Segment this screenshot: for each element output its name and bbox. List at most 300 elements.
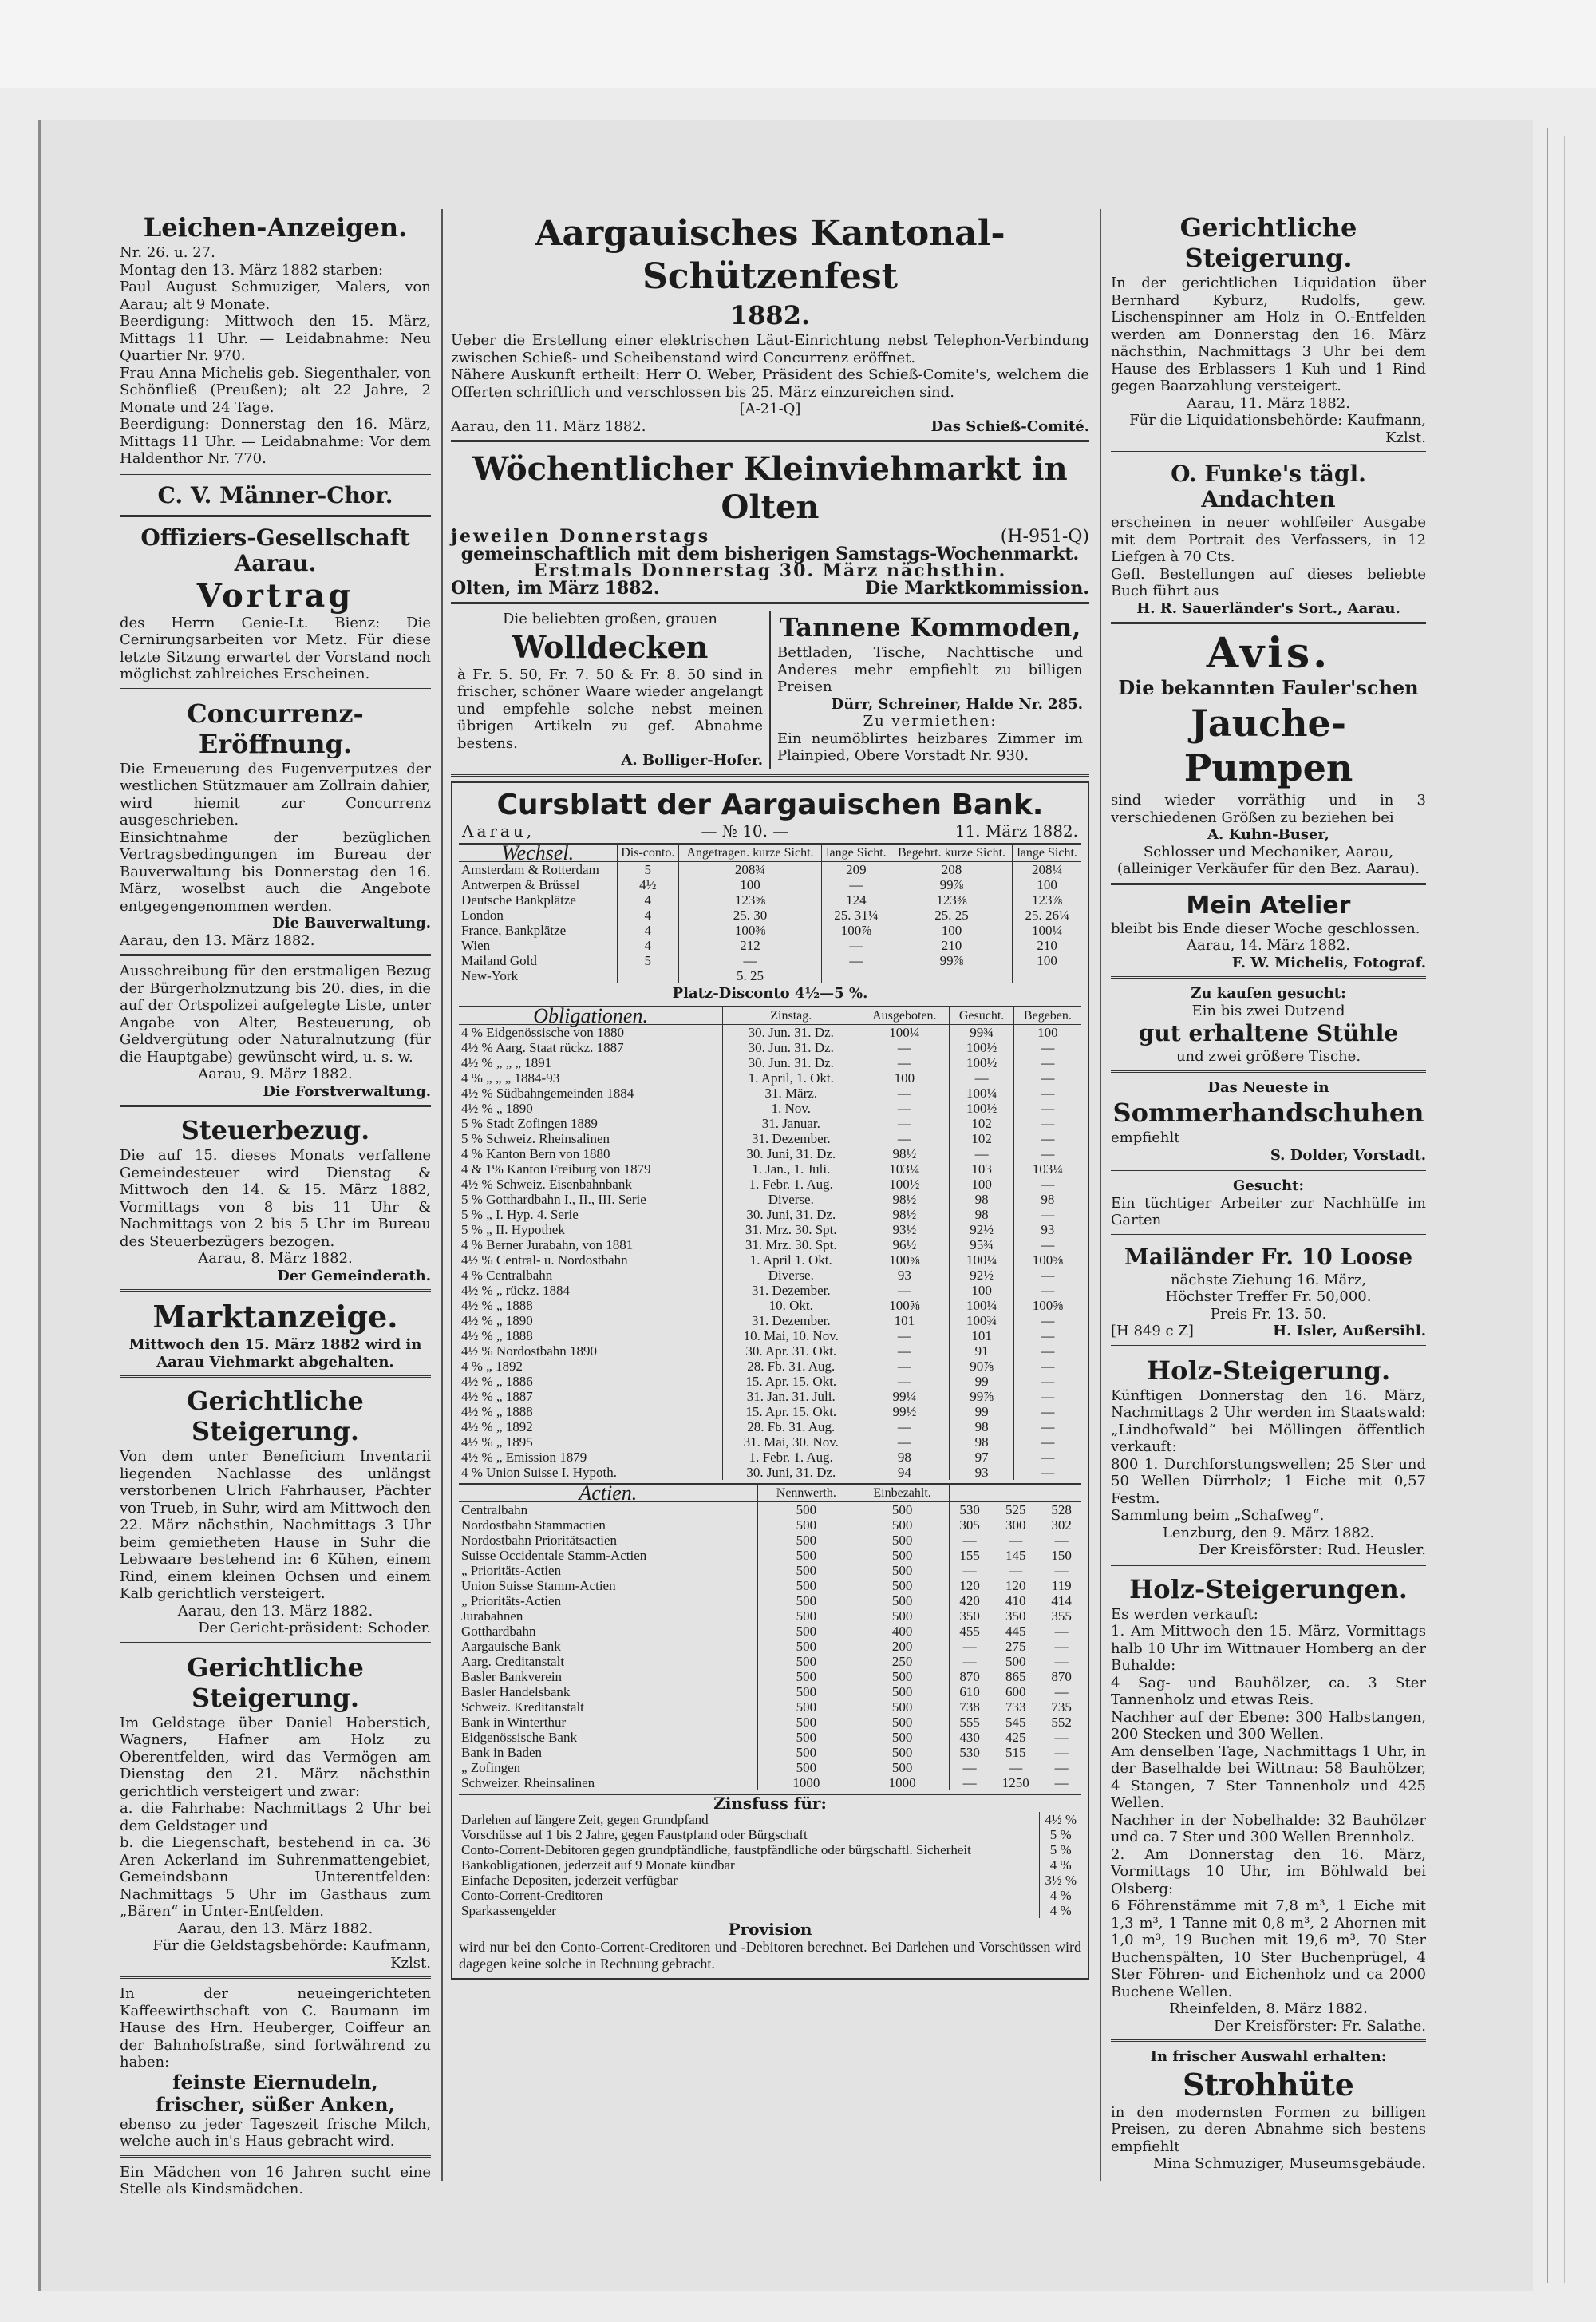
table-row (459, 1434, 1081, 1450)
table-cell: 600 (990, 1684, 1041, 1699)
ad-title: O. Funke's tägl. Andachten (1171, 461, 1366, 512)
table-cell: 525 (990, 1501, 1041, 1517)
table-row (459, 1359, 1081, 1374)
table-cell: 103¼ (859, 1161, 950, 1177)
table-cell: 5 % Stadt Zofingen 1889 (461, 1115, 598, 1131)
table-cell: 30. Juni, 31. Dz. (723, 1465, 859, 1480)
ad-title: Mailänder Fr. 10 Loose (1124, 1243, 1413, 1270)
table-cell: 31. Mrz. 30. Spt. (723, 1222, 859, 1237)
table-cell: 30. Jun. 31. Dz. (723, 1040, 859, 1055)
table-cell: 300 (990, 1517, 1041, 1533)
table-cell: 500 (757, 1517, 855, 1533)
table-cell: Suisse Occidentale Stamm-Actien (461, 1547, 647, 1563)
table-cell: Nordostbahn Prioritätsactien (461, 1532, 617, 1548)
table-cell: 100 (950, 1177, 1014, 1192)
table-cell: 100 (679, 877, 822, 892)
table-row (459, 892, 1081, 908)
table-cell: — (1013, 1343, 1081, 1359)
table-cell: 210 (891, 938, 1013, 953)
table-row (459, 1298, 1081, 1313)
table-cell: 4½ % „ Emission 1879 (461, 1449, 587, 1465)
table-cell: 100⅝ (1013, 1298, 1081, 1313)
table-cell: 93 (859, 1268, 950, 1283)
table-cell: 735 (1041, 1699, 1081, 1715)
table-cell: 500 (855, 1608, 950, 1624)
table-row (459, 1730, 1081, 1745)
ad-gericht-2 (120, 1649, 431, 1980)
table-cell: 10. Mai, 10. Nov. (723, 1328, 859, 1343)
table-cell: 500 (855, 1533, 950, 1548)
ad-code: [H 849 c Z] (1111, 1323, 1194, 1339)
table-cell: 28. Fb. 31. Aug. (723, 1419, 859, 1434)
table-cell: 1. April 1. Okt. (723, 1252, 859, 1268)
table-cell (617, 968, 678, 983)
table-cell: — (1013, 1101, 1081, 1116)
table-cell: 4½ % „ 1890 (461, 1312, 533, 1328)
table-cell: 4½ % Südbahngemeinden 1884 (461, 1085, 634, 1101)
table-cell: 101 (950, 1328, 1014, 1343)
table-cell: 414 (1041, 1593, 1081, 1608)
table-cell: — (1013, 1131, 1081, 1146)
ad-title: Wolldecken (512, 628, 709, 665)
column-header: Begehrt. kurze Sicht. (891, 845, 1013, 862)
table-cell: — (990, 1533, 1041, 1548)
table-cell: 500 (855, 1517, 950, 1533)
table-row (459, 1608, 1081, 1624)
page-edge-inner (1564, 136, 1565, 2283)
table-cell: — (990, 1563, 1041, 1578)
table-cell: — (1013, 1313, 1081, 1328)
table-cell: 5 (617, 862, 678, 878)
bank-place: Aarau, (462, 821, 535, 841)
table-cell: 4 % (1040, 1857, 1081, 1873)
table-row (459, 968, 1081, 983)
table-cell: 420 (950, 1593, 990, 1608)
table-cell: Bankobligationen, jederzeit auf 9 Monate kündbar (461, 1857, 735, 1873)
table-row (459, 1192, 1081, 1207)
ad-signature-2: Schlosser und Mechaniker, Aarau, (alleiniger Verkäufer für den Bez. Aarau). (1116, 843, 1420, 877)
table-row (459, 1055, 1081, 1070)
table-cell (891, 968, 1013, 983)
table-row (459, 1684, 1081, 1699)
table-cell: Aargauische Bank (461, 1638, 561, 1654)
table-cell: Bank in Baden (461, 1744, 543, 1760)
table-cell: Wien (461, 938, 491, 953)
table-cell: — (950, 1146, 1014, 1161)
table-cell: 100⅝ (859, 1252, 950, 1268)
table-cell: 100½ (950, 1055, 1014, 1070)
table-cell: 4½ % Aarg. Staat rückz. 1887 (461, 1039, 624, 1055)
table-cell: 500 (757, 1563, 855, 1578)
ad-line: gemeinschaftlich mit dem bisherigen Samstags-Wochenmarkt. (460, 543, 1080, 564)
ad-signature: Mina Schmuziger, Museumsgebäude. (1152, 2155, 1426, 2172)
table-cell: 99⅞ (891, 953, 1013, 968)
ad-body: und zwei größere Tische. (1175, 1048, 1361, 1065)
ad-title: Strohhüte (1183, 2066, 1354, 2102)
ad-funke (1111, 458, 1426, 624)
table-cell: Union Suisse Stamm-Actien (461, 1577, 616, 1593)
ad-row-wolldecken-kommoden (451, 609, 1089, 777)
table-cell: — (990, 1760, 1041, 1775)
table-cell: — (1041, 1760, 1081, 1775)
table-cell: — (1041, 1730, 1081, 1745)
table-row (459, 1116, 1081, 1131)
table-cell: New-York (461, 968, 518, 983)
ad-gericht-1 (120, 1383, 431, 1644)
ad-sub: Die bekannten Fauler'schen (1118, 676, 1419, 699)
table-cell: 500 (855, 1563, 950, 1578)
ad-signature: Die Bauverwaltung. (272, 915, 431, 932)
table-cell: 500 (757, 1699, 855, 1715)
ad-signature: H. Isler, Außersihl. (1273, 1323, 1426, 1339)
ad-date: Aarau, den 13. März 1882. (177, 1602, 373, 1620)
table-row (459, 1578, 1081, 1593)
table-row (459, 1177, 1081, 1192)
table-cell: 250 (855, 1654, 950, 1669)
table-cell: — (1013, 1207, 1081, 1222)
table-row (459, 1842, 1081, 1857)
table-cell: 119 (1041, 1578, 1081, 1593)
table-row (459, 1222, 1081, 1237)
ad-date: Lenzburg, den 9. März 1882. (1162, 1524, 1375, 1541)
table-cell: 100¼ (950, 1086, 1014, 1101)
table-row (459, 1873, 1081, 1888)
table-cell: 98 (950, 1192, 1014, 1207)
table-row (459, 1419, 1081, 1434)
ad-signature: Die Forstverwaltung. (263, 1082, 431, 1100)
ad-pre: Das Neueste in (1207, 1078, 1329, 1096)
table-row (459, 1404, 1081, 1419)
ad-title: Gerichtliche Steigerung. (1179, 212, 1357, 273)
table-cell: 96½ (859, 1237, 950, 1252)
table-cell: 155 (950, 1548, 990, 1563)
ad-title: Gerichtliche Steigerung. (187, 1386, 364, 1446)
table-cell: 25. 30 (679, 908, 822, 923)
ad-body: Ueber die Erstellung einer elektrischen Läut-Einrichtung nebst Telephon-Verbindung zwischen Schieß- und Scheibenstand wird Concurrenz eröffnet. Nähere Auskunft ertheilt: Herr O. Weber, Präsident des Schieß-Comite's, welchem die Offerten schriftlich und verschlossen bis 25. März einzureichen sind. (451, 332, 1089, 401)
ad-place: Olten, im März 1882. (451, 577, 660, 599)
table-cell: — (1013, 1389, 1081, 1404)
table-cell: 31. Jan. 31. Juli. (723, 1389, 859, 1404)
ad-kaffee (120, 1984, 431, 2158)
table-cell: 4 % Centralbahn (461, 1267, 553, 1283)
table-cell: 400 (855, 1624, 950, 1639)
bank-title: Cursblatt der Aargauischen Bank. (496, 788, 1044, 821)
ad-line: jeweilen Donnerstags (451, 526, 711, 547)
table-cell: 25. 26¼ (1013, 908, 1081, 923)
table-cell: — (1041, 1563, 1081, 1578)
table-row (459, 1563, 1081, 1578)
table-cell: — (859, 1040, 950, 1055)
table-cell: 865 (990, 1669, 1041, 1684)
ad-atelier (1111, 890, 1426, 979)
table-cell: Conto-Corrent-Creditoren (461, 1888, 603, 1903)
table-cell: Nordostbahn Stammactien (461, 1517, 606, 1533)
table-cell: — (859, 1359, 950, 1374)
ad-signature: Der Gemeinderath. (277, 1267, 431, 1284)
table-cell: 500 (757, 1608, 855, 1624)
table-cell: — (1013, 1404, 1081, 1419)
table-cell: 528 (1041, 1501, 1081, 1517)
ad-body: Im Geldstage über Daniel Haberstich, Wagners, Hafner am Holz zu Oberentfelden, wird das Vermögen am Dienstag den 21. März nächsthin gerichtlich versteigert und zwar: a. die Fahrhabe: Nachmittags 2 Uhr bei dem Geldstager und b. die Liegenschaft, bestehend in ca. 36 Aren Ackerland im Suhrenmattengebiet, Gemeindsbann Unterentfelden: Nachmittags 5 Uhr im Gasthaus zum „Bären“ in Unter-Entfelden. (120, 1714, 431, 1920)
ad-body: in den modernsten Formen zu billigen Preisen, zu deren Abnahme sich bestens empfiehlt (1111, 2103, 1426, 2155)
table-cell: 92½ (950, 1222, 1014, 1237)
table-row (459, 1624, 1081, 1639)
zinsfuss-table (459, 1812, 1081, 1918)
table-cell: 200 (855, 1639, 950, 1654)
ad-year: 1882. (729, 300, 811, 330)
table-cell: Eidgenössische Bank (461, 1729, 577, 1745)
zins-title: Zinsfuss für: (713, 1793, 827, 1813)
column-header (990, 1485, 1041, 1502)
table-cell: — (950, 1654, 990, 1669)
table-cell: 100¼ (1013, 923, 1081, 938)
table-cell: 98½ (859, 1192, 950, 1207)
table-cell: — (950, 1760, 990, 1775)
table-row (459, 1268, 1081, 1283)
table-cell: 4 (617, 908, 678, 923)
table-cell: 500 (757, 1639, 855, 1654)
table-cell: 500 (757, 1730, 855, 1745)
table-cell: 5 (617, 953, 678, 968)
table-cell: — (1041, 1654, 1081, 1669)
table-cell: 4½ % Nordostbahn 1890 (461, 1343, 597, 1359)
table-row (459, 1024, 1081, 1040)
table-cell: „ Prioritäts-Actien (461, 1562, 562, 1578)
table-cell: 4½ % (1040, 1812, 1081, 1827)
ad-signature: F. W. Michelis, Fotograf. (1231, 954, 1426, 971)
table-cell: 1. April, 1. Okt. (723, 1070, 859, 1086)
table-cell: 302 (1041, 1517, 1081, 1533)
table-cell: 552 (1041, 1715, 1081, 1730)
platz-disconto: Platz-Disconto 4½—5 %. (672, 985, 868, 1002)
table-cell: 98 (950, 1434, 1014, 1450)
table-cell: 4 (617, 923, 678, 938)
ad-signature: S. Dolder, Vorstadt. (1270, 1146, 1426, 1164)
table-cell: 99¼ (859, 1389, 950, 1404)
table-cell: Deutsche Bankplätze (461, 892, 576, 908)
table-cell: — (1013, 1040, 1081, 1055)
table-row (459, 953, 1081, 968)
table-cell: 100½ (950, 1101, 1014, 1116)
table-cell: — (859, 1131, 950, 1146)
table-row (459, 1533, 1081, 1548)
table-cell: — (1013, 1070, 1081, 1086)
table-cell: 500 (757, 1745, 855, 1760)
ad-schuetzenfest (451, 209, 1089, 442)
table-head (459, 845, 1081, 862)
table-cell: 90⅞ (950, 1359, 1014, 1374)
table-row (459, 862, 1081, 878)
ad-maennerchor (120, 480, 431, 517)
table-cell: Vorschüsse auf 1 bis 2 Jahre, gegen Faustpfand oder Bürgschaft (461, 1827, 808, 1842)
ad-signature: Für die Liquidationsbehörde: Kaufmann, Kzlst. (1129, 412, 1426, 446)
page-edge (1547, 128, 1548, 2283)
table-cell: 145 (990, 1548, 1041, 1563)
table-cell: — (859, 1116, 950, 1131)
table-cell: 100½ (859, 1177, 950, 1192)
obligationen-table (459, 1003, 1081, 1480)
bank-rate-sheet (451, 781, 1089, 1980)
table-cell: 5 % „ II. Hypothek (461, 1221, 565, 1237)
table-row (459, 923, 1081, 938)
column-header: Ausgeboten. (859, 1007, 950, 1025)
table-row (459, 1252, 1081, 1268)
ad-gericht-3 (1111, 209, 1426, 453)
table-row (459, 1827, 1081, 1842)
table-cell: — (1013, 1359, 1081, 1374)
table-row (459, 1070, 1081, 1086)
table-cell: 212 (679, 938, 822, 953)
table-cell: 4 % (1040, 1903, 1081, 1918)
ad-kleinviehmarkt (451, 447, 1089, 604)
ad-forst (120, 961, 431, 1107)
ad-title: Concurrenz-Eröffnung. (187, 698, 364, 759)
ad-body: nächste Ziehung 16. März, Höchster Treffer Fr. 50,000. Preis Fr. 13. 50. (1165, 1271, 1372, 1323)
ad-pre: In frischer Auswahl erhalten: (1150, 2048, 1387, 2065)
table-cell: Centralbahn (461, 1501, 528, 1517)
table-cell: 99 (950, 1404, 1014, 1419)
table-cell: 30. Juni, 31. Dz. (723, 1146, 859, 1161)
table-cell: — (1041, 1684, 1081, 1699)
table-cell: 425 (990, 1730, 1041, 1745)
ad-body: erscheinen in neuer wohlfeiler Ausgabe mit dem Portrait des Verfassers, in 12 Liefgen à 70 Cts. Gefl. Bestellungen auf dieses beliebte Buch führt aus (1111, 514, 1426, 599)
column-rule-left (441, 209, 443, 2181)
table-row (459, 1888, 1081, 1903)
table-cell: 4 % Berner Jurabahn, von 1881 (461, 1236, 634, 1252)
table-cell: 545 (990, 1715, 1041, 1730)
table-cell: 30. Jun. 31. Dz. (723, 1055, 859, 1070)
table-cell: 530 (950, 1745, 990, 1760)
provision-body: wird nur bei den Conto-Corrent-Creditoren und -Debitoren berechnet. Bei Darlehen und Vorschüssen wird dagegen keine solche in Rechnung gebracht. (459, 1938, 1081, 1972)
table-cell: — (1013, 1434, 1081, 1450)
table-cell: „ Zofingen (461, 1759, 521, 1775)
ad-signature: A. Kuhn-Buser, (1207, 826, 1329, 843)
table-cell: 92½ (950, 1268, 1014, 1283)
ad-date: Aarau, den 13. März 1882. (177, 1920, 373, 1937)
ad-signature: A. Bolliger-Hofer. (621, 752, 763, 769)
table-row (459, 1237, 1081, 1252)
ad-body: sind wieder vorräthig und in 3 verschiedenen Größen zu beziehen bei (1111, 792, 1426, 826)
bank-date: 11. März 1882. (954, 821, 1078, 841)
table-cell: 100 (891, 923, 1013, 938)
table-cell: Mailand Gold (461, 953, 537, 968)
table-row (459, 1501, 1081, 1517)
table-cell: 500 (757, 1593, 855, 1608)
table-row (459, 1857, 1081, 1873)
table-cell: — (950, 1639, 990, 1654)
ad-title: Steuerbezug. (180, 1115, 370, 1145)
table-cell: 610 (950, 1684, 990, 1699)
table-cell: 93½ (859, 1222, 950, 1237)
table-cell: 100¼ (950, 1298, 1014, 1313)
ad-body: Mittwoch den 15. März 1882 wird in Aarau Viehmarkt abgehalten. (128, 1336, 422, 1371)
ad-items: feinste Eiernudeln, frischer, süßer Anken, (156, 2070, 395, 2116)
table-row (459, 1699, 1081, 1715)
table-cell: Gotthardbahn (461, 1623, 536, 1639)
ad-line: Erstmals Donnerstag 30. März nächsthin. (533, 560, 1007, 581)
table-cell: 4½ % „ rückz. 1884 (461, 1282, 570, 1298)
table-cell: 500 (855, 1730, 950, 1745)
table-cell: 4½ % Schweiz. Eisenbahnbank (461, 1176, 632, 1192)
table-cell: — (1013, 1450, 1081, 1465)
column-header: Angetragen. kurze Sicht. (679, 845, 822, 862)
table-cell: 445 (990, 1624, 1041, 1639)
ad-code: [A-21-Q] (739, 401, 801, 417)
table-cell: 99⅞ (950, 1389, 1014, 1404)
table-cell: 98½ (859, 1207, 950, 1222)
table-cell: Antwerpen & Brüssel (461, 877, 580, 892)
table-cell: — (859, 1055, 950, 1070)
table-cell: — (859, 1328, 950, 1343)
column-header: Dis-conto. (617, 845, 678, 862)
table-cell: 275 (990, 1639, 1041, 1654)
table-row (459, 1313, 1081, 1328)
table-cell: 4½ % „ „ „ 1891 (461, 1054, 552, 1070)
table-cell: 1250 (990, 1775, 1041, 1790)
ad-body: bleibt bis Ende dieser Woche geschlossen. (1111, 920, 1420, 937)
table-cell: 210 (1013, 938, 1081, 953)
table-cell: 99¾ (950, 1024, 1014, 1040)
table-cell: 99⅞ (891, 877, 1013, 892)
table-cell: 100⅝ (859, 1298, 950, 1313)
ad-strohhuete (1111, 2047, 1426, 2178)
table-cell: 10. Okt. (723, 1298, 859, 1313)
ad-heading: Vortrag (196, 576, 354, 615)
table-cell: 500 (855, 1745, 950, 1760)
column-header: Gesucht. (950, 1007, 1014, 1025)
table-cell: 100¼ (859, 1024, 950, 1040)
table-cell: 4½ (617, 877, 678, 892)
table-cell: 500 (855, 1669, 950, 1684)
table-cell: 31. Dezember. (723, 1283, 859, 1298)
table-row (459, 1283, 1081, 1298)
ad-date: Rheinfelden, 8. März 1882. (1169, 2000, 1368, 2017)
table-cell: — (859, 1434, 950, 1450)
table-cell: — (859, 1374, 950, 1389)
ad-date: Aarau, den 11. März 1882. (451, 417, 646, 435)
table-cell: Sparkassengelder (461, 1903, 556, 1918)
table-cell: 530 (950, 1501, 990, 1517)
table-cell: 5 % (1040, 1827, 1081, 1842)
table-cell: 100⅝ (1013, 1252, 1081, 1268)
table-cell: 4½ % „ 1895 (461, 1434, 533, 1450)
table-cell: — (1013, 1419, 1081, 1434)
column-header: Einbezahlt. (855, 1485, 950, 1502)
ad-title: Holz-Steigerungen. (1129, 1573, 1408, 1604)
column-header: Zinstag. (723, 1007, 859, 1025)
ad-handschuhe (1111, 1078, 1426, 1172)
ad-title: Mein Atelier (1186, 891, 1351, 920)
table-cell: 93 (1013, 1222, 1081, 1237)
table-cell: 100¼ (950, 1252, 1014, 1268)
column-header: lange Sicht. (822, 845, 891, 862)
table-cell: Amsterdam & Rotterdam (461, 862, 599, 877)
table-row (459, 1343, 1081, 1359)
table-cell: 102 (950, 1131, 1014, 1146)
ad-body: Ausschreibung für den erstmaligen Bezug der Bürgerholznutzung bis 20. dies, in die auf der Ortspolizei aufgelegte Liste, unter Angabe von Alter, Besteuerung, ob Geldvergütung oder Naturalnutzung (für die Hauptgabe) gewünscht wird, u. s. w. (120, 963, 431, 1066)
ad-date: Aarau, den 13. März 1882. (120, 932, 315, 949)
table-cell: — (1013, 1374, 1081, 1389)
table-row (459, 1131, 1081, 1146)
ad-markt (120, 1296, 431, 1378)
ad-gesucht (1111, 1176, 1426, 1236)
ad-date: Aarau, 9. März 1882. (198, 1066, 353, 1082)
table-head (459, 1485, 1081, 1502)
ad-body: Bettladen, Tische, Nachttische und Anderes mehr empfiehlt zu billigen Preisen (777, 644, 1083, 695)
table-cell: — (1013, 1177, 1081, 1192)
table-cell: 500 (855, 1760, 950, 1775)
table-cell: 1000 (757, 1775, 855, 1790)
